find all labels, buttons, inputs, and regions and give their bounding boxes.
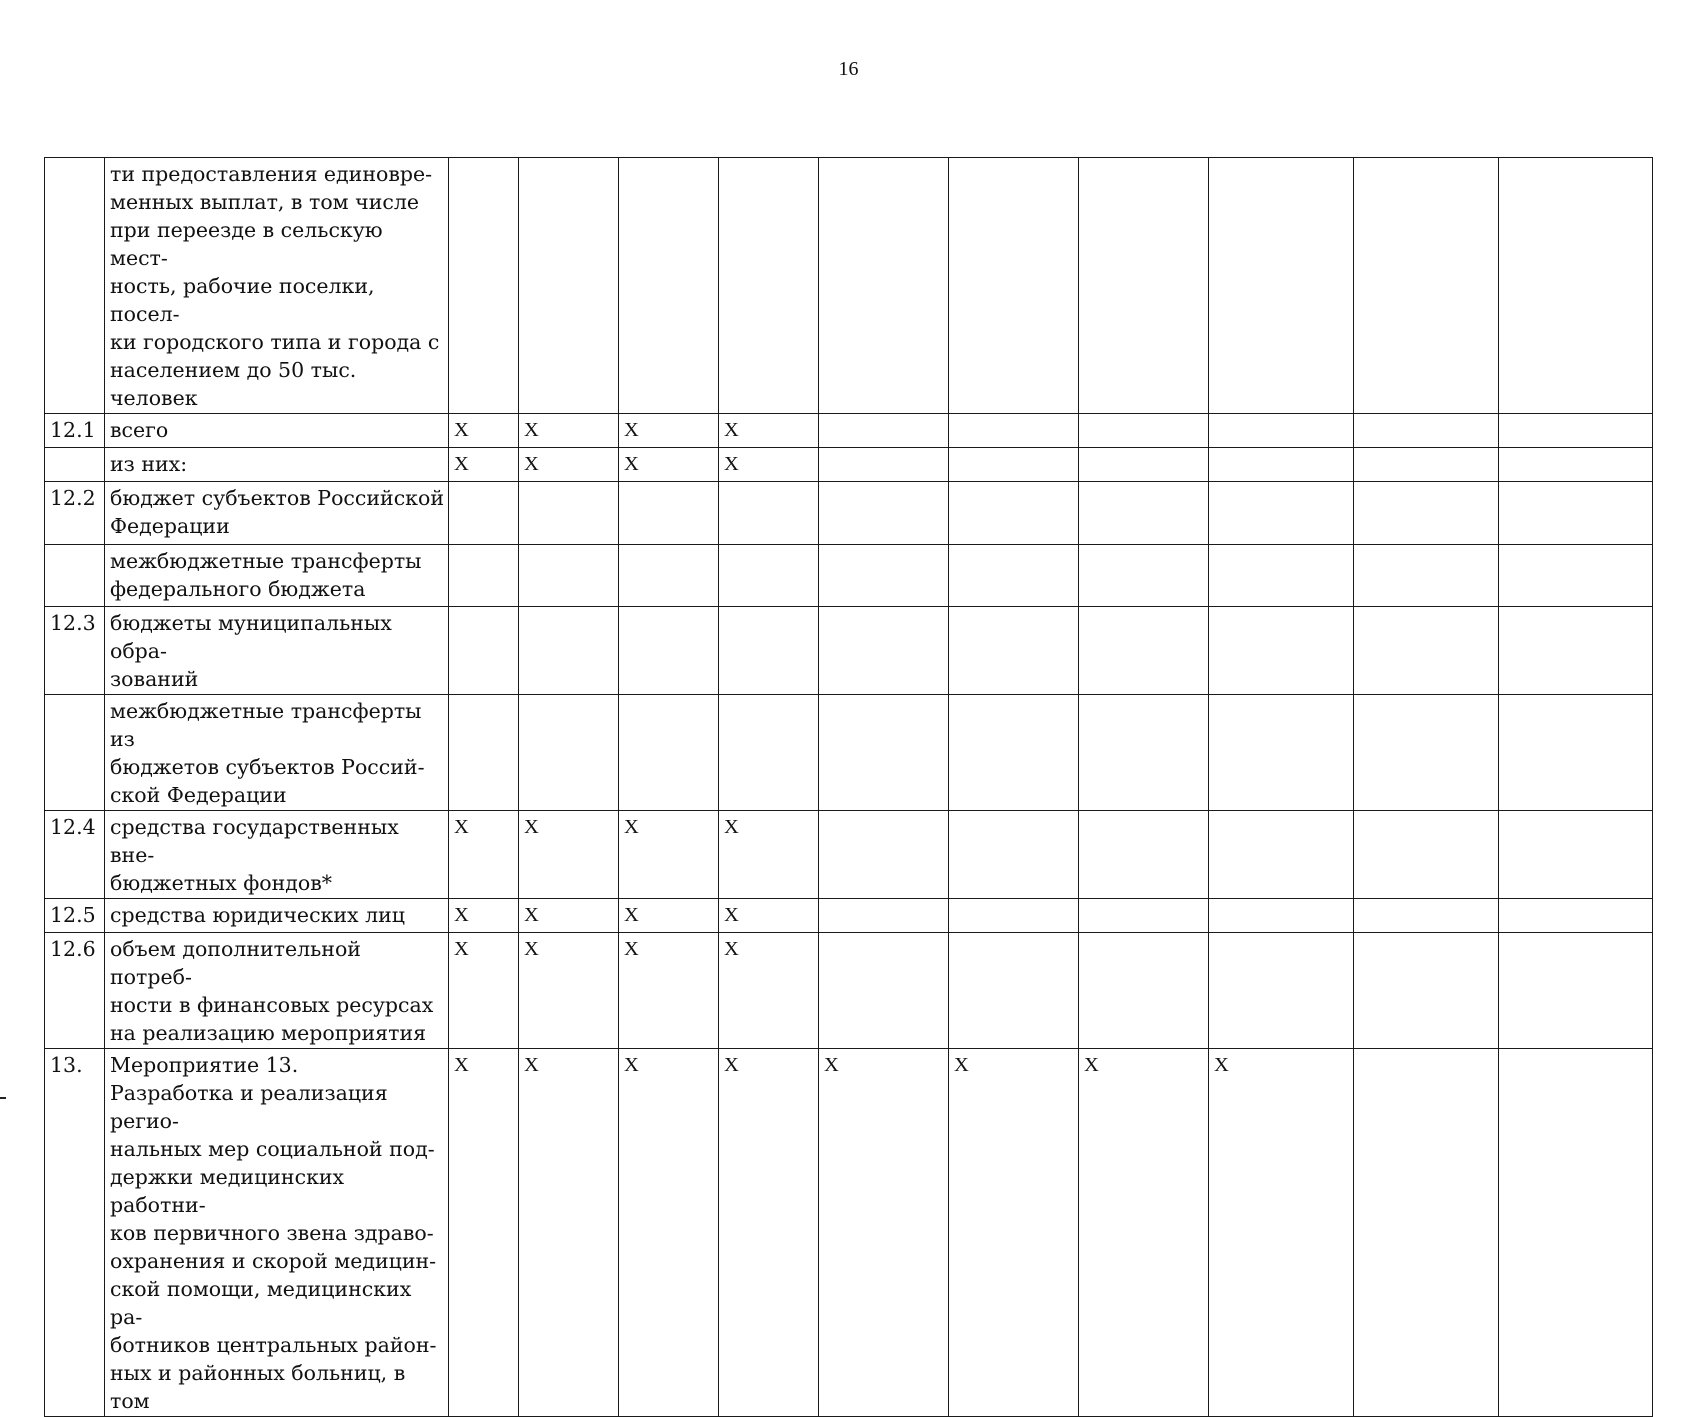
table-cell: X xyxy=(619,899,719,933)
row-number: 12.4 xyxy=(45,811,105,899)
table-cell xyxy=(519,607,619,695)
table-cell xyxy=(949,414,1079,448)
table-cell xyxy=(1354,607,1499,695)
table-cell xyxy=(449,158,519,414)
table-cell xyxy=(949,811,1079,899)
table-cell: X xyxy=(719,933,819,1049)
row-description: Мероприятие 13. Разработка и реализация регио- нальных мер социальной под- держки медицинских работни- ков первичного звена здраво- охранения и скорой медицин- ской помощи, медицинских ра- ботников центральных район- ных и районных больниц, в том xyxy=(105,1049,449,1417)
table-row xyxy=(45,811,1653,899)
table-cell: X xyxy=(449,899,519,933)
table-cell xyxy=(819,414,949,448)
row-number: 12.5 xyxy=(45,899,105,933)
table-cell xyxy=(1209,607,1354,695)
page-number: 16 xyxy=(838,58,859,80)
table-cell: X xyxy=(519,448,619,482)
table-cell xyxy=(1209,545,1354,607)
table-cell: X xyxy=(449,933,519,1049)
table-cell: X xyxy=(519,811,619,899)
table-row xyxy=(45,158,1653,414)
table-cell xyxy=(819,899,949,933)
table-cell xyxy=(1079,158,1209,414)
table-cell: X xyxy=(619,448,719,482)
table-cell xyxy=(819,482,949,545)
row-description: ти предоставления единовре- менных выплат, в том числе при переезде в сельскую мест- ность, рабочие поселки, посел- ки городского типа и города с населением до 50 тыс. человек xyxy=(105,158,449,414)
table-cell xyxy=(1354,695,1499,811)
table-cell: X xyxy=(949,1049,1079,1417)
row-description: межбюджетные трансферты федерального бюджета xyxy=(105,545,449,607)
table-cell xyxy=(1079,811,1209,899)
table-row xyxy=(45,545,1653,607)
row-description: средства государственных вне- бюджетных фондов* xyxy=(105,811,449,899)
table-cell: X xyxy=(449,448,519,482)
table-cell: X xyxy=(519,1049,619,1417)
table-cell xyxy=(719,545,819,607)
table-cell xyxy=(1209,899,1354,933)
table-cell xyxy=(519,695,619,811)
table-row xyxy=(45,414,1653,448)
table-row xyxy=(45,482,1653,545)
table-cell: X xyxy=(719,414,819,448)
table-cell: X xyxy=(1079,1049,1209,1417)
table-cell xyxy=(1079,607,1209,695)
table-cell xyxy=(1079,695,1209,811)
table-cell xyxy=(1209,933,1354,1049)
row-description: из них: xyxy=(105,448,449,482)
table-cell xyxy=(1499,933,1653,1049)
row-description: бюджеты муниципальных обра- зований xyxy=(105,607,449,695)
table-cell xyxy=(1209,811,1354,899)
table-cell xyxy=(1354,933,1499,1049)
table-cell xyxy=(1354,545,1499,607)
table-row xyxy=(45,899,1653,933)
table-cell xyxy=(1499,482,1653,545)
table-cell xyxy=(819,811,949,899)
table-cell xyxy=(1209,482,1354,545)
table-cell xyxy=(949,545,1079,607)
table-cell xyxy=(1499,695,1653,811)
table-cell: X xyxy=(519,414,619,448)
table-cell xyxy=(619,695,719,811)
table-cell xyxy=(1079,933,1209,1049)
table-cell: X xyxy=(719,811,819,899)
table-cell: X xyxy=(719,448,819,482)
row-description: средства юридических лиц xyxy=(105,899,449,933)
table-cell xyxy=(1354,482,1499,545)
table-cell xyxy=(449,545,519,607)
row-description: бюджет субъектов Российской Федерации xyxy=(105,482,449,545)
table-cell xyxy=(949,607,1079,695)
table-cell xyxy=(719,482,819,545)
table-cell: X xyxy=(449,811,519,899)
scan-edge-mark xyxy=(0,1097,6,1099)
table-cell xyxy=(1209,158,1354,414)
table-cell xyxy=(1209,695,1354,811)
table-cell xyxy=(819,545,949,607)
table-cell xyxy=(819,695,949,811)
row-description: всего xyxy=(105,414,449,448)
table-cell xyxy=(1209,414,1354,448)
table-cell: X xyxy=(619,1049,719,1417)
table-cell xyxy=(619,545,719,607)
table-cell: X xyxy=(719,899,819,933)
table-row xyxy=(45,607,1653,695)
table-cell xyxy=(949,933,1079,1049)
row-number: 12.3 xyxy=(45,607,105,695)
table-cell xyxy=(1354,448,1499,482)
table-cell xyxy=(819,607,949,695)
table-cell xyxy=(1354,899,1499,933)
row-number xyxy=(45,158,105,414)
table-cell: X xyxy=(449,1049,519,1417)
row-number xyxy=(45,545,105,607)
table-row xyxy=(45,695,1653,811)
row-description: межбюджетные трансферты из бюджетов субъектов Россий- ской Федерации xyxy=(105,695,449,811)
table-cell xyxy=(719,695,819,811)
table-cell xyxy=(819,933,949,1049)
table-cell xyxy=(619,482,719,545)
table-cell xyxy=(1354,158,1499,414)
table-cell xyxy=(1499,545,1653,607)
table-cell xyxy=(1354,414,1499,448)
table-cell xyxy=(949,695,1079,811)
table-row xyxy=(45,1049,1653,1417)
row-number: 13. xyxy=(45,1049,105,1417)
table-row xyxy=(45,933,1653,1049)
table-cell xyxy=(949,448,1079,482)
row-number xyxy=(45,448,105,482)
table-cell xyxy=(719,607,819,695)
table-cell xyxy=(1499,448,1653,482)
table-cell xyxy=(1079,448,1209,482)
table-cell xyxy=(949,899,1079,933)
table-cell: X xyxy=(619,811,719,899)
table-cell xyxy=(1499,811,1653,899)
table-cell xyxy=(1499,158,1653,414)
table-cell xyxy=(719,158,819,414)
row-number xyxy=(45,695,105,811)
table-cell: X xyxy=(449,414,519,448)
table-cell xyxy=(619,158,719,414)
table-cell xyxy=(1079,414,1209,448)
row-number: 12.2 xyxy=(45,482,105,545)
row-number: 12.1 xyxy=(45,414,105,448)
row-number: 12.6 xyxy=(45,933,105,1049)
table-cell: X xyxy=(719,1049,819,1417)
table-cell xyxy=(449,482,519,545)
table-cell xyxy=(949,158,1079,414)
table-cell xyxy=(949,482,1079,545)
table-cell xyxy=(1499,899,1653,933)
table-cell xyxy=(449,607,519,695)
table-cell: X xyxy=(519,899,619,933)
table-cell xyxy=(1354,1049,1499,1417)
table-cell: X xyxy=(819,1049,949,1417)
table-cell: X xyxy=(619,933,719,1049)
table-cell: X xyxy=(619,414,719,448)
table-cell xyxy=(519,482,619,545)
table-cell xyxy=(1079,482,1209,545)
table-cell xyxy=(449,695,519,811)
table-cell xyxy=(519,158,619,414)
table-cell xyxy=(1499,1049,1653,1417)
table-row xyxy=(45,448,1653,482)
table-cell: X xyxy=(1209,1049,1354,1417)
table-cell xyxy=(1079,545,1209,607)
row-description: объем дополнительной потреб- ности в финансовых ресурсах на реализацию мероприятия xyxy=(105,933,449,1049)
table-cell xyxy=(519,545,619,607)
table-cell xyxy=(1079,899,1209,933)
table-cell xyxy=(1499,414,1653,448)
table-cell xyxy=(619,607,719,695)
funding-table xyxy=(44,157,1653,1417)
table-cell xyxy=(1354,811,1499,899)
table-cell xyxy=(819,448,949,482)
table-cell xyxy=(1209,448,1354,482)
table-cell xyxy=(1499,607,1653,695)
table-cell xyxy=(819,158,949,414)
table-cell: X xyxy=(519,933,619,1049)
